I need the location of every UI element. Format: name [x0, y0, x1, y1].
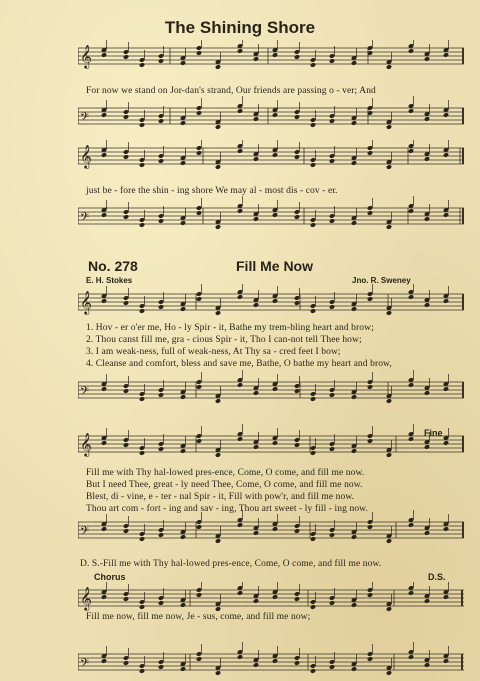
note-head: [101, 594, 107, 600]
note-head: [237, 208, 243, 214]
note-head: [139, 668, 145, 674]
note-head: [408, 590, 414, 596]
treble-clef-icon: 𝄞: [80, 144, 92, 168]
note-head: [272, 440, 278, 446]
note-head: [408, 294, 414, 300]
note-head: [272, 112, 278, 118]
note-head: [443, 386, 449, 392]
note-head: [139, 536, 145, 542]
note-head: [123, 214, 129, 220]
verse-line: 2. Thou canst fill me, gra - cious Spir - it, Tho I can-not tell Thee how;: [86, 335, 362, 345]
note-head: [310, 62, 316, 68]
verse-line: Thou art com - fort - ing and sav - ing, Thou art sweet - ly fill - ing now.: [86, 504, 368, 514]
note-head: [237, 382, 243, 388]
note-head: [310, 122, 316, 128]
staff-bass: [78, 642, 464, 676]
treble-clef-icon: 𝄞: [80, 290, 92, 314]
lyric-line: just be - fore the shin - ing shore We may al - most dis - cov - er.: [86, 186, 338, 196]
note-head: [351, 306, 357, 312]
note-head: [329, 218, 335, 224]
note-head: [386, 124, 392, 130]
note-head: [180, 306, 186, 312]
note-head: [443, 112, 449, 118]
note-head: [408, 436, 414, 442]
note-head: [351, 394, 357, 400]
note-head: [158, 664, 164, 670]
note-head: [196, 110, 202, 116]
verse-line: But I need Thee, great - ly need Thee, Come, O come, and fill me now.: [86, 480, 363, 490]
note-head: [272, 658, 278, 664]
note-head: [310, 668, 316, 674]
note-head: [101, 298, 107, 304]
lyric-line: For now we stand on Jor-dan's strand, Our friends are passing o - ver; And: [86, 86, 376, 96]
note-head: [101, 440, 107, 446]
hymn-title: The Shining Shore: [164, 18, 316, 37]
note-head: [123, 596, 129, 602]
note-head: [215, 64, 221, 70]
note-head: [367, 296, 373, 302]
note-head: [329, 446, 335, 452]
note-head: [253, 116, 259, 122]
note-head: [215, 124, 221, 130]
staff-bass: [78, 96, 464, 130]
note-head: [294, 442, 300, 448]
note-head: [310, 308, 316, 314]
note-head: [180, 60, 186, 66]
note-head: [237, 148, 243, 154]
note-head: [408, 654, 414, 660]
note-head: [443, 52, 449, 58]
note-head: [237, 654, 243, 660]
note-head: [310, 222, 316, 228]
bass-clef-icon: 𝄢: [80, 657, 90, 673]
note-head: [329, 304, 335, 310]
note-head: [237, 108, 243, 114]
note-head: [253, 302, 259, 308]
note-head: [158, 304, 164, 310]
verse-line: 1. Hov - er o'er me, Ho - ly Spir - it, Bathe my trem-bling heart and brow;: [86, 323, 374, 333]
author-credit: E. H. Stokes: [86, 276, 133, 285]
note-head: [215, 606, 221, 612]
note-head: [123, 528, 129, 534]
note-head: [253, 444, 259, 450]
bass-clef-icon: 𝄢: [80, 111, 90, 127]
verse-line: 3. I am weak-ness, full of weak-ness, At Thy sa - cred feet I bow;: [86, 347, 341, 357]
note-head: [294, 300, 300, 306]
note-head: [196, 592, 202, 598]
note-head: [351, 160, 357, 166]
staff-treble: [78, 140, 464, 170]
note-head: [351, 60, 357, 66]
note-head: [408, 382, 414, 388]
note-head: [386, 64, 392, 70]
note-head: [386, 538, 392, 544]
note-head: [158, 218, 164, 224]
note-head: [158, 600, 164, 606]
note-head: [367, 210, 373, 216]
bass-clef-icon: 𝄢: [80, 525, 90, 541]
note-head: [424, 530, 430, 536]
chorus-lyric: Fill me now, fill me now, Je - sus, come, and fill me now;: [86, 612, 311, 622]
note-head: [386, 164, 392, 170]
note-head: [253, 662, 259, 668]
note-head: [101, 112, 107, 118]
note-head: [424, 216, 430, 222]
note-head: [367, 524, 373, 530]
composer-credit: Jno. R. Sweney: [352, 276, 411, 285]
note-head: [139, 162, 145, 168]
music-system-5: [78, 582, 464, 678]
note-head: [329, 600, 335, 606]
note-head: [443, 594, 449, 600]
note-head: [294, 154, 300, 160]
note-head: [196, 384, 202, 390]
note-head: [101, 152, 107, 158]
note-head: [329, 58, 335, 64]
note-head: [123, 154, 129, 160]
note-head: [253, 598, 259, 604]
note-head: [139, 308, 145, 314]
note-head: [272, 152, 278, 158]
note-head: [139, 450, 145, 456]
staff-treble: [78, 284, 464, 316]
note-head: [310, 536, 316, 542]
note-head: [443, 440, 449, 446]
note-head: [424, 156, 430, 162]
note-head: [329, 532, 335, 538]
note-head: [215, 310, 221, 316]
verse-line: 4. Cleanse and comfort, bless and save me, Bathe, O bathe my heart and brow,: [86, 359, 392, 369]
note-head: [294, 660, 300, 666]
note-head: [158, 532, 164, 538]
note-head: [215, 398, 221, 404]
staff-bass: [78, 370, 464, 404]
note-head: [158, 446, 164, 452]
note-head: [158, 158, 164, 164]
note-head: [180, 160, 186, 166]
note-head: [180, 448, 186, 454]
note-head: [424, 390, 430, 396]
note-head: [123, 442, 129, 448]
note-head: [310, 450, 316, 456]
treble-clef-icon: 𝄞: [80, 586, 92, 610]
note-head: [101, 526, 107, 532]
note-head: [294, 596, 300, 602]
note-head: [386, 670, 392, 676]
note-head: [253, 530, 259, 536]
note-head: [351, 220, 357, 226]
note-head: [196, 656, 202, 662]
note-head: [310, 162, 316, 168]
note-head: [367, 592, 373, 598]
staff-bass: [78, 510, 464, 544]
note-head: [272, 386, 278, 392]
note-head: [294, 388, 300, 394]
note-head: [180, 666, 186, 672]
ds-line: D. S.-Fill me with Thy hal-lowed pres-ence, Come, O come, and fill me now.: [80, 559, 382, 569]
note-head: [443, 152, 449, 158]
note-head: [408, 108, 414, 114]
note-head: [408, 148, 414, 154]
note-head: [139, 222, 145, 228]
note-head: [367, 656, 373, 662]
note-head: [367, 384, 373, 390]
note-head: [253, 156, 259, 162]
note-head: [424, 56, 430, 62]
note-head: [294, 54, 300, 60]
note-head: [237, 590, 243, 596]
note-head: [443, 212, 449, 218]
note-head: [272, 52, 278, 58]
hymn-title: Fill Me Now: [236, 258, 313, 274]
note-head: [123, 388, 129, 394]
note-head: [386, 310, 392, 316]
note-head: [101, 212, 107, 218]
note-head: [215, 670, 221, 676]
note-head: [272, 212, 278, 218]
note-head: [329, 118, 335, 124]
note-head: [139, 62, 145, 68]
note-head: [180, 394, 186, 400]
note-head: [351, 120, 357, 126]
note-head: [123, 114, 129, 120]
hymn-number: No. 278: [88, 258, 138, 274]
note-head: [351, 534, 357, 540]
note-head: [310, 396, 316, 402]
verse-line: Fill me with Thy hal-lowed pres-ence, Come, O come, and fill me now.: [86, 468, 365, 478]
note-head: [424, 444, 430, 450]
staff-bass: [78, 196, 464, 230]
note-head: [215, 224, 221, 230]
note-head: [237, 436, 243, 442]
note-head: [196, 524, 202, 530]
note-head: [139, 122, 145, 128]
note-head: [196, 150, 202, 156]
note-head: [237, 48, 243, 54]
note-head: [367, 438, 373, 444]
note-head: [139, 604, 145, 610]
note-head: [180, 220, 186, 226]
note-head: [386, 606, 392, 612]
note-head: [329, 392, 335, 398]
staff-treble: [78, 40, 464, 70]
note-head: [180, 534, 186, 540]
note-head: [253, 56, 259, 62]
note-head: [294, 214, 300, 220]
note-head: [351, 602, 357, 608]
note-head: [101, 52, 107, 58]
note-head: [196, 210, 202, 216]
note-head: [272, 298, 278, 304]
note-head: [237, 522, 243, 528]
note-head: [180, 120, 186, 126]
note-head: [367, 150, 373, 156]
staff-treble: [78, 424, 464, 458]
note-head: [443, 658, 449, 664]
note-head: [215, 452, 221, 458]
note-head: [408, 522, 414, 528]
note-head: [253, 216, 259, 222]
note-head: [123, 54, 129, 60]
note-head: [101, 658, 107, 664]
bass-clef-icon: 𝄢: [80, 385, 90, 401]
note-head: [253, 390, 259, 396]
note-head: [272, 526, 278, 532]
note-head: [351, 666, 357, 672]
note-head: [408, 208, 414, 214]
note-head: [424, 598, 430, 604]
chorus-label: Chorus: [94, 572, 126, 582]
note-head: [196, 438, 202, 444]
note-head: [158, 118, 164, 124]
note-head: [424, 302, 430, 308]
note-head: [196, 296, 202, 302]
note-head: [329, 158, 335, 164]
treble-clef-icon: 𝄞: [80, 432, 92, 456]
note-head: [424, 116, 430, 122]
note-head: [272, 594, 278, 600]
note-head: [386, 224, 392, 230]
note-head: [139, 396, 145, 402]
note-head: [294, 114, 300, 120]
note-head: [196, 50, 202, 56]
note-head: [294, 528, 300, 534]
note-head: [443, 298, 449, 304]
note-head: [408, 48, 414, 54]
staff-treble: [78, 582, 464, 612]
note-head: [123, 660, 129, 666]
note-head: [158, 392, 164, 398]
note-head: [158, 58, 164, 64]
note-head: [215, 538, 221, 544]
note-head: [443, 526, 449, 532]
note-head: [310, 604, 316, 610]
note-head: [386, 452, 392, 458]
note-head: [237, 294, 243, 300]
treble-clef-icon: 𝄞: [80, 44, 92, 68]
note-head: [351, 448, 357, 454]
bass-clef-icon: 𝄢: [80, 211, 90, 227]
note-head: [180, 602, 186, 608]
ds-marker: D.S.: [428, 572, 446, 582]
note-head: [424, 662, 430, 668]
note-head: [215, 164, 221, 170]
note-head: [101, 386, 107, 392]
fine-marker: Fine: [424, 428, 443, 438]
note-head: [386, 398, 392, 404]
verse-line: Blest, di - vine, e - ter - nal Spir - it, Fill with pow'r, and fill me now.: [86, 492, 355, 502]
note-head: [329, 664, 335, 670]
note-head: [123, 300, 129, 306]
